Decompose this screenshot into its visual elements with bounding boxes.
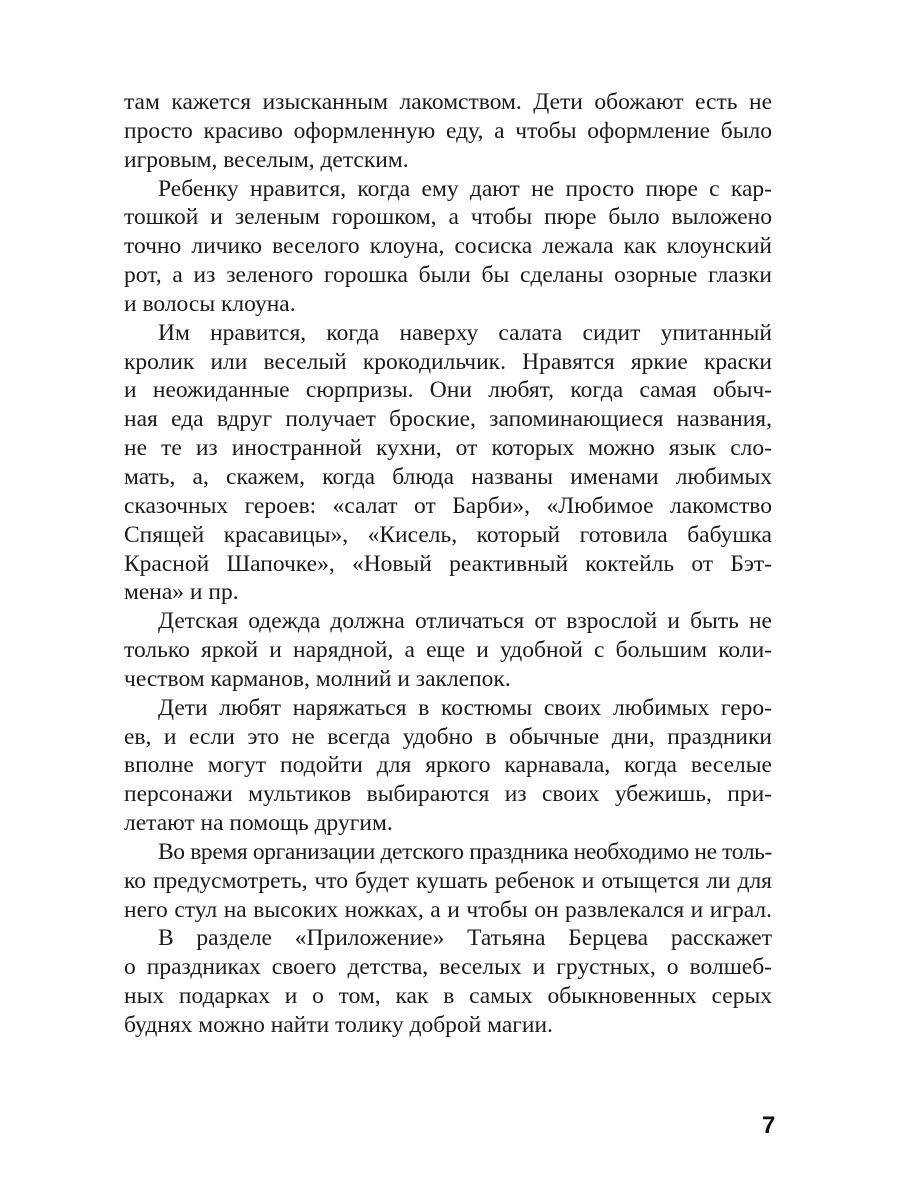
text-line: и неожиданные сюрпризы. Они любят, когда самая обыч-: [124, 377, 772, 404]
text-line: просто красиво оформленную еду, а чтобы оформление было: [124, 117, 772, 144]
paragraph: [124, 175, 772, 319]
text-line: мать, а, скажем, когда блюда названы именами любимых: [124, 463, 772, 490]
text-line: только яркой и нарядной, а еще и удобной с большим коли-: [124, 637, 772, 664]
text-line: Детская одежда должна отличаться от взрослой и быть не: [158, 608, 772, 635]
paragraph: [124, 694, 772, 838]
text-line: Красной Шапочке», «Новый реактивный коктейль от Бэт-: [124, 550, 772, 577]
paragraph: [124, 924, 772, 1039]
text-line: кролик или веселый крокодильчик. Нравятся яркие краски: [124, 348, 772, 375]
text-line: ев, и если это не всегда удобно в обычные дни, праздники: [124, 723, 772, 750]
text-line: персонажи мультиков выбираются из своих убежишь, при-: [124, 781, 772, 808]
text-line: не те из иностранной кухни, от которых можно язык сло-: [124, 435, 772, 462]
text-line: мена» и пр.: [124, 579, 239, 606]
text-line: В разделе «Приложение» Татьяна Берцева расскажет: [158, 925, 772, 952]
text-line: о праздниках своего детства, веселых и грустных, о волшеб-: [124, 954, 772, 981]
text-line: игровым, веселым, детским.: [124, 146, 409, 173]
text-line: него стул на высоких ножках, а и чтобы он развлекался и играл.: [124, 896, 772, 923]
text-line: летают на помощь другим.: [124, 810, 393, 837]
text-line: и волосы клоуна.: [124, 290, 296, 317]
body-text: [124, 88, 772, 1040]
text-line: ко предусмотреть, что будет кушать ребенок и отыщется ли для: [124, 867, 772, 894]
text-line: тошкой и зеленым горошком, а чтобы пюре было выложено: [124, 204, 772, 231]
text-line: ная еда вдруг получает броские, запоминающиеся названия,: [124, 406, 772, 433]
text-line: точно личико веселого клоуна, сосиска лежала как клоунский: [124, 233, 772, 260]
paragraph: [124, 607, 772, 694]
text-line: Во время организации детского праздника необходимо не толь-: [158, 838, 772, 865]
page-number: 7: [762, 1112, 776, 1139]
text-line: Им нравится, когда наверху салата сидит упитанный: [158, 319, 772, 346]
text-line: буднях можно найти толику доброй магии.: [124, 1012, 553, 1038]
text-line: рот, а из зеленого горошка были бы сделаны озорные глазки: [124, 262, 772, 289]
text-line: там кажется изысканным лакомством. Дети обожают есть не: [124, 89, 772, 115]
text-line: вполне могут подойти для яркого карнавала, когда веселые: [124, 752, 772, 779]
text-line: чеством карманов, молний и заклепок.: [124, 665, 511, 692]
text-line: Ребенку нравится, когда ему дают не просто пюре с кар-: [158, 175, 772, 202]
text-line: Спящей красавицы», «Кисель, который готовила бабушка: [124, 521, 772, 548]
text-line: Дети любят наряжаться в костюмы своих любимых геро-: [158, 694, 772, 721]
paragraph: [124, 319, 772, 607]
text-line: сказочных героев: «салат от Барби», «Любимое лакомство: [124, 492, 772, 519]
paragraph: [124, 88, 772, 175]
text-line: ных подарках и о том, как в самых обыкновенных серых: [124, 983, 772, 1010]
paragraph: [124, 838, 772, 925]
